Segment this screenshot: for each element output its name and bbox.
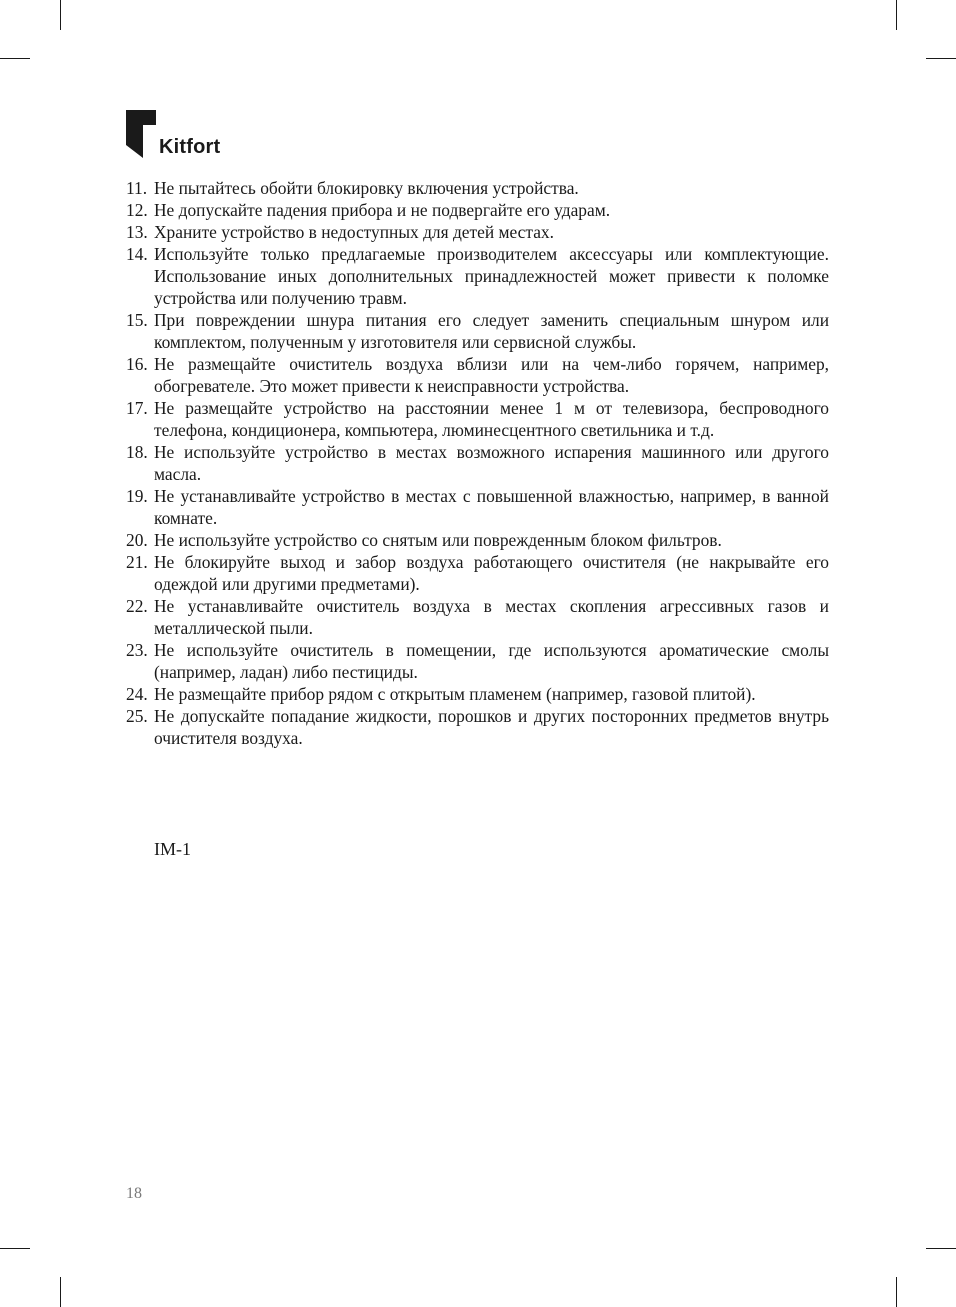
list-item-text: Не устанавливайте устройство в местах с повышенной влажностью, например, в ванной комнате. <box>154 486 829 528</box>
list-item-text: Не допускайте попадание жидкости, порошков и других посторонних предметов внутрь очистителя воздуха. <box>154 706 829 748</box>
list-item <box>126 595 829 639</box>
list-item-text: Не устанавливайте очиститель воздуха в местах скопления агрессивных газов и металлической пыли. <box>154 596 829 638</box>
crop-mark-top-right-vertical <box>896 0 897 30</box>
crop-mark-top-left-vertical <box>60 0 61 30</box>
list-item-text: Не пытайтесь обойти блокировку включения устройства. <box>154 178 579 198</box>
list-item-number: 11. <box>126 178 148 198</box>
list-item-number: 17. <box>126 398 148 418</box>
crop-mark-bottom-left-vertical <box>60 1277 61 1307</box>
list-item-text: Не используйте устройство в местах возможного испарения машинного или другого масла. <box>154 442 829 484</box>
list-item-text: Не используйте очиститель в помещении, где используются ароматические смолы (например, ладан) либо пестициды. <box>154 640 829 682</box>
list-item <box>126 177 829 199</box>
list-item <box>126 221 829 243</box>
list-item <box>126 705 829 749</box>
crop-mark-top-right-horizontal <box>926 58 956 59</box>
list-item-number: 16. <box>126 354 148 374</box>
list-item-text: Не используйте устройство со снятым или поврежденным блоком фильтров. <box>154 530 722 550</box>
list-item <box>126 441 829 485</box>
model-code: IM-1 <box>154 839 191 859</box>
list-item <box>126 529 829 551</box>
list-item <box>126 551 829 595</box>
list-item-text: Не размещайте прибор рядом с открытым пламенем (например, газовой плитой). <box>154 684 756 704</box>
list-item-text: Не допускайте падения прибора и не подвергайте его ударам. <box>154 200 611 220</box>
list-item <box>126 485 829 529</box>
list-item-number: 19. <box>126 486 148 506</box>
list-item-number: 14. <box>126 244 148 264</box>
list-item-number: 22. <box>126 596 148 616</box>
list-item-number: 12. <box>126 200 148 220</box>
crop-mark-bottom-right-vertical <box>896 1277 897 1307</box>
list-item <box>126 397 829 441</box>
list-item <box>126 683 829 705</box>
list-item-text: Храните устройство в недоступных для детей местах. <box>154 222 554 242</box>
list-item-text: При повреждении шнура питания его следует заменить специальным шнуром или комплектом, полученным у изготовителя или сервисной службы. <box>154 310 829 352</box>
list-item-text: Не размещайте очиститель воздуха вблизи или на чем-либо горячем, например, обогревателе. Это может привести к неисправности устройства. <box>154 354 829 396</box>
list-item-number: 24. <box>126 684 148 704</box>
list-item-number: 18. <box>126 442 148 462</box>
list-item <box>126 639 829 683</box>
list-item-text: Используйте только предлагаемые производителем аксессуары или комплектующие. Использование иных дополнительных принадлежностей может привести к поломке устройства или получению травм. <box>154 244 829 308</box>
list-item-number: 23. <box>126 640 148 660</box>
list-item-number: 13. <box>126 222 148 242</box>
list-item <box>126 243 829 309</box>
crop-mark-bottom-right-horizontal <box>926 1248 956 1249</box>
list-item-number: 21. <box>126 552 148 572</box>
crop-mark-top-left-horizontal <box>0 58 30 59</box>
list-item <box>126 353 829 397</box>
list-item-number: 15. <box>126 310 148 330</box>
crop-mark-bottom-left-horizontal <box>0 1248 30 1249</box>
list-item-text: Не блокируйте выход и забор воздуха работающего очистителя (не накрывайте его одеждой или другими предметами). <box>154 552 829 594</box>
safety-rules-list <box>126 177 829 749</box>
list-item-text: Не размещайте устройство на расстоянии менее 1 м от телевизора, беспроводного телефона, кондиционера, компьютера, люминесцентного светильника и т.д. <box>154 398 829 440</box>
kitfort-logo-icon <box>126 110 156 158</box>
brand-name: Kitfort <box>159 136 221 158</box>
list-item <box>126 309 829 353</box>
page-number: 18 <box>126 1185 142 1202</box>
list-item-number: 25. <box>126 706 148 726</box>
brand-logo <box>126 108 220 158</box>
list-item-number: 20. <box>126 530 148 550</box>
list-item <box>126 199 829 221</box>
